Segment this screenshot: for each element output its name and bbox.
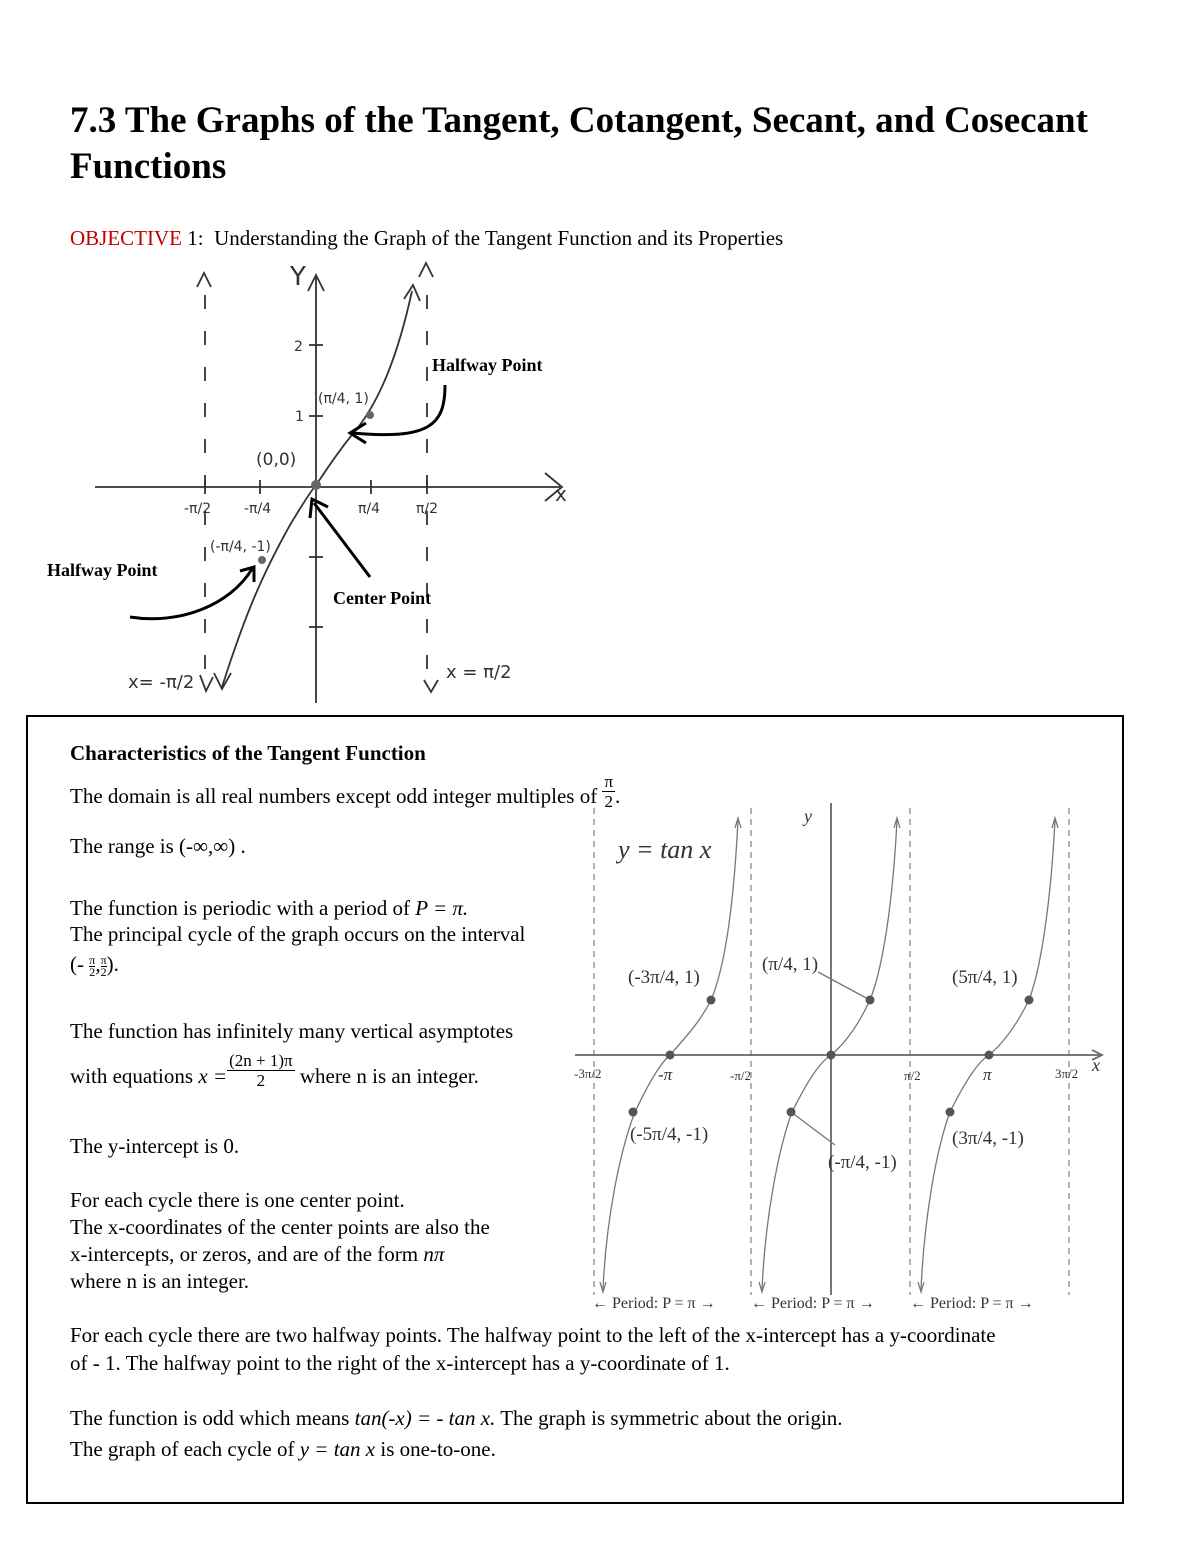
graph-period-label-2: ← Period: P = π → — [751, 1295, 875, 1312]
center-form: nπ — [423, 1242, 445, 1266]
sketch-x-tick-neg-half-pi: -π/2 — [184, 501, 212, 517]
sketch-asymptote-right-label: x = π/2 — [446, 662, 512, 683]
range-value: (-∞,∞) — [179, 834, 236, 858]
one-to-one-suffix: is one-to-one. — [380, 1437, 496, 1461]
objective-line — [70, 226, 783, 251]
graph-tick-pi-2: π/2 — [904, 1068, 921, 1083]
period-value: P = π. — [415, 896, 469, 920]
y-intercept-line: The y-intercept is 0. — [70, 1134, 240, 1158]
principal-interval: (- $\frac{\pi}{2}$, $\frac{\pi}{2}$). — [70, 952, 119, 979]
graph-point-pi-4: (π/4, 1) — [762, 954, 819, 975]
tangent-graph — [570, 800, 1115, 1312]
sketch-y-label: Y — [290, 262, 306, 292]
graph-y-label: y — [804, 806, 812, 826]
sketch-x-label: x — [555, 482, 567, 506]
asymptote-suffix: where n is an integer. — [299, 1064, 479, 1088]
graph-function-label: y = tan x — [618, 835, 712, 864]
graph-leader-neg-pi-4 — [791, 1112, 835, 1145]
sketch-point-neg-label: (-π/4, -1) — [210, 539, 271, 555]
graph-period-label-3: ← Period: P = π → — [910, 1295, 1034, 1312]
sketch-halfway-point-neg — [258, 556, 266, 564]
odd-equation: tan(-x) = - tan x. — [354, 1406, 496, 1430]
graph-period-label-1: ← Period: P = π → — [592, 1295, 716, 1312]
asymptote-var: x = — [198, 1064, 228, 1088]
sketch-asymptote-left-arrow — [197, 273, 211, 287]
sketch-tick-1: 1 — [295, 409, 304, 425]
sketch-halfway-point-pos — [366, 411, 374, 419]
halfway-point-label-left: Halfway Point — [47, 560, 158, 580]
graph-point-neg-pi-4: (-π/4, -1) — [828, 1152, 897, 1173]
periodic-line — [70, 895, 468, 921]
graph-tick-neg-3pi-2: -3π/2 — [574, 1066, 602, 1081]
periodic-text: The function is periodic with a period of — [70, 896, 410, 920]
characteristics-heading: Characteristics of the Tangent Function — [70, 741, 426, 765]
sketch-point-pos-label: (π/4, 1) — [318, 391, 369, 407]
halfway-line1: For each cycle there are two halfway points. The halfway point to the left of the x-intercept has a y-coordinate — [70, 1323, 996, 1347]
sketch-x-tick-neg-quarter-pi: -π/4 — [244, 501, 272, 517]
interval-frac-right: $\frac{\pi}{2}$ — [100, 952, 107, 979]
one-to-one-prefix: The graph of each cycle of — [70, 1437, 295, 1461]
domain-fraction-num: π — [604, 771, 614, 791]
asymptote-num: (2n + 1)π — [229, 1050, 293, 1070]
center-line2: The x-coordinates of the center points are also the — [70, 1215, 490, 1239]
interval-open: (- — [70, 952, 84, 976]
graph-leader-pi-4 — [818, 972, 870, 1000]
tangent-sketch — [0, 255, 600, 710]
interval-frac-left: $\frac{\pi}{2}$ — [89, 952, 96, 979]
range-line: The range is (-∞,∞) . — [70, 834, 246, 858]
halfway-point-label-right: Halfway Point — [432, 355, 543, 375]
principal-cycle-line: The principal cycle of the graph occurs on the interval — [70, 922, 526, 946]
sketch-center-point — [311, 480, 321, 490]
graph-tick-pi: π — [983, 1065, 992, 1084]
asymptote-den: 2 — [256, 1070, 266, 1090]
domain-line: The domain is all real numbers except odd integer multiples of $\frac{\pi}{2}$ . — [70, 771, 621, 811]
graph-point-neg-5pi-4: (-5π/4, -1) — [630, 1124, 709, 1145]
asymptotes-prefix: with equations — [70, 1064, 194, 1088]
graph-point-5pi-4: (5π/4, 1) — [952, 967, 1018, 988]
objective-text: Understanding the Graph of the Tangent Function and its Properties — [214, 226, 784, 250]
center-line4: where n is an integer. — [70, 1269, 250, 1293]
center-line3-text: x-intercepts, or zeros, and are of the form — [70, 1242, 419, 1266]
sketch-asymptote-right-down-arrow — [424, 680, 438, 692]
sketch-curve-bottom-arrow — [214, 673, 231, 689]
asymptotes-line1: The function has infinitely many vertical asymptotes — [70, 1019, 514, 1043]
one-to-one-line — [70, 1436, 496, 1462]
sketch-tick-2: 2 — [294, 339, 303, 355]
range-text: The range is — [70, 834, 174, 858]
objective-number: 1: — [187, 226, 204, 250]
odd-prefix: The function is odd which means — [70, 1406, 350, 1430]
halfway-line2: of - 1. The halfway point to the right of the x-intercept has a y-coordinate of 1. — [70, 1351, 730, 1375]
odd-suffix: The graph is symmetric about the origin. — [500, 1406, 843, 1430]
center-point-label: Center Point — [333, 588, 432, 608]
graph-point-neg-3pi-4: (-3π/4, 1) — [628, 967, 700, 988]
center-line1: For each cycle there is one center point. — [70, 1188, 405, 1212]
sketch-origin-label: (0,0) — [256, 450, 297, 470]
sketch-asymptote-right-arrow — [419, 263, 433, 277]
graph-point-3pi-4: (3π/4, -1) — [952, 1128, 1024, 1149]
odd-line — [70, 1405, 843, 1431]
objective-label: OBJECTIVE — [70, 226, 182, 250]
graph-x-label: x — [1092, 1055, 1100, 1075]
center-line3 — [70, 1241, 444, 1267]
graph-tick-neg-pi-2: -π/2 — [730, 1068, 752, 1083]
domain-text: The domain is all real numbers except odd integer multiples of — [70, 784, 598, 808]
sketch-x-tick-half-pi: π/2 — [416, 501, 439, 517]
graph-tick-neg-pi: -π — [658, 1065, 673, 1084]
domain-fraction-den: 2 — [604, 791, 613, 811]
asymptote-fraction — [227, 1051, 295, 1090]
sketch-asymptote-left-label: x= -π/2 — [128, 672, 195, 693]
graph-tick-3pi-2: 3π/2 — [1055, 1066, 1079, 1081]
page-title: 7.3 The Graphs of the Tangent, Cotangent, Secant, and Cosecant Functions — [70, 100, 1088, 187]
sketch-x-tick-quarter-pi: π/4 — [358, 501, 381, 517]
interval-close: ) — [106, 952, 114, 976]
one-to-one-equation: y = tan x — [299, 1437, 376, 1461]
